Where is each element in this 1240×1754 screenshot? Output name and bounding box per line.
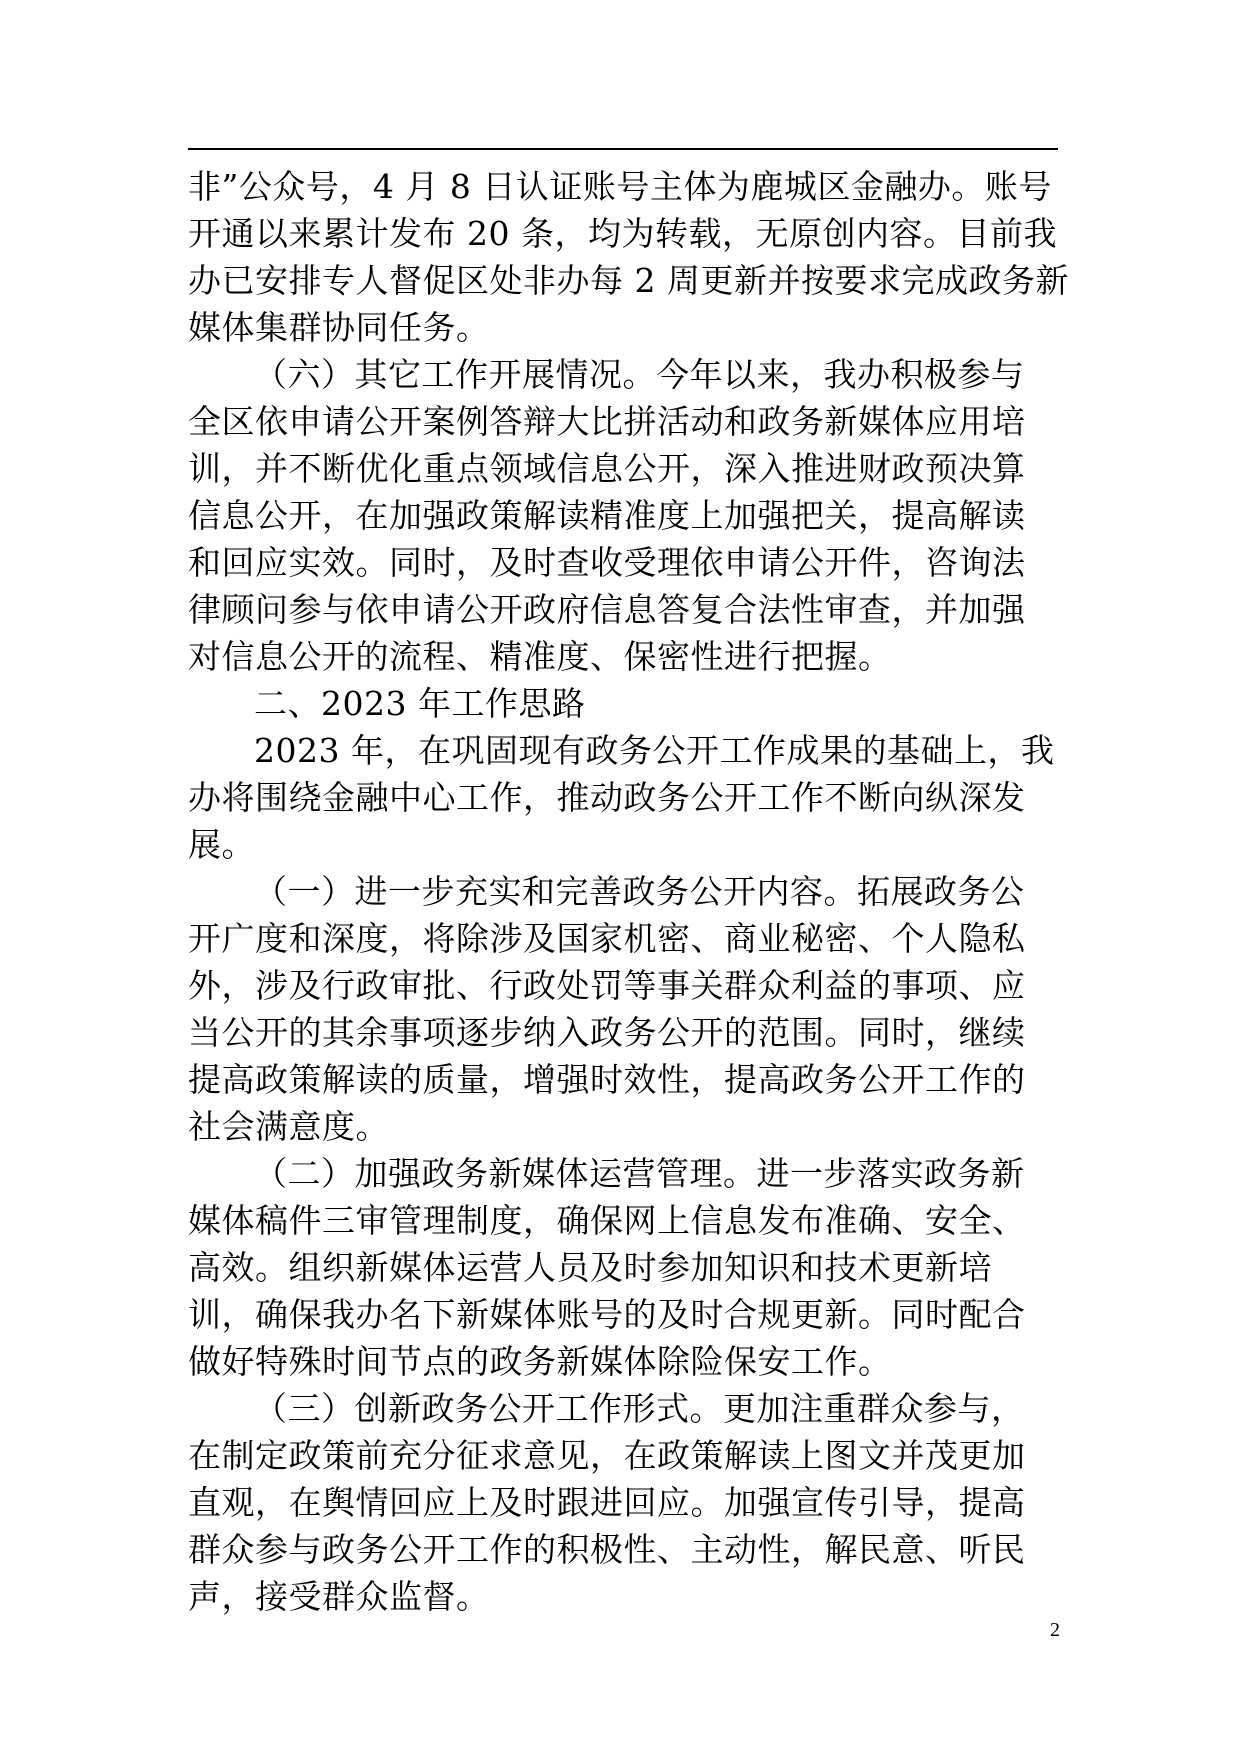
- section-heading: 二、2023 年工作思路: [254, 684, 586, 723]
- text-line: （二）加强政务新媒体运营管理。进一步落实政务新: [254, 1154, 1025, 1193]
- text-line: （三）创新政务公开工作形式。更加注重群众参与，: [254, 1389, 1025, 1428]
- text-line: 当公开的其余事项逐步纳入政务公开的范围。同时，继续: [188, 1013, 1026, 1052]
- text-line: 声，接受群众监督。: [188, 1577, 490, 1616]
- text-line: 提高政策解读的质量，增强时效性，提高政务公开工作的: [188, 1060, 1026, 1099]
- text-line: 媒体稿件三审管理制度，确保网上信息发布准确、安全、: [188, 1201, 1026, 1240]
- text-line: 全区依申请公开案例答辩大比拼活动和政务新媒体应用培: [188, 402, 1026, 441]
- text-line: 外，涉及行政审批、行政处罚等事关群众利益的事项、应: [188, 966, 1026, 1005]
- text-line: （一）进一步充实和完善政务公开内容。拓展政务公: [254, 872, 1025, 911]
- header-rule: [188, 148, 1058, 150]
- text-line: 开广度和深度，将除涉及国家机密、商业秘密、个人隐私: [188, 919, 1026, 958]
- text-line: 展。: [188, 825, 255, 864]
- text-line: 和回应实效。同时，及时查收受理依申请公开件，咨询法: [188, 543, 1026, 582]
- text-line: 社会满意度。: [188, 1107, 389, 1146]
- text-line: 开通以来累计发布 20 条，均为转载，无原创内容。目前我: [188, 214, 1057, 253]
- text-line: 训，确保我办名下新媒体账号的及时合规更新。同时配合: [188, 1295, 1026, 1334]
- document-body: [188, 163, 1088, 1620]
- text-line: 非”公众号，4 月 8 日认证账号主体为鹿城区金融办。账号: [188, 167, 1052, 206]
- text-line: 2023 年，在巩固现有政务公开工作成果的基础上，我: [254, 731, 1055, 770]
- text-line: 群众参与政务公开工作的积极性、主动性，解民意、听民: [188, 1530, 1026, 1569]
- page-number: 2: [1050, 1619, 1060, 1641]
- text-line: （六）其它工作开展情况。今年以来，我办积极参与: [254, 355, 1025, 394]
- text-line: 办将围绕金融中心工作，推动政务公开工作不断向纵深发: [188, 778, 1026, 817]
- text-line: 对信息公开的流程、精准度、保密性进行把握。: [188, 637, 892, 676]
- text-line: 办已安排专人督促区处非办每 2 周更新并按要求完成政务新: [188, 261, 1069, 300]
- text-line: 高效。组织新媒体运营人员及时参加知识和技术更新培: [188, 1248, 992, 1287]
- text-line: 在制定政策前充分征求意见，在政策解读上图文并茂更加: [188, 1436, 1026, 1475]
- text-line: 做好特殊时间节点的政务新媒体除险保安工作。: [188, 1342, 892, 1381]
- text-line: 媒体集群协同任务。: [188, 308, 490, 347]
- text-line: 律顾问参与依申请公开政府信息答复合法性审查，并加强: [188, 590, 1026, 629]
- text-line: 直观，在舆情回应上及时跟进回应。加强宣传引导，提高: [188, 1483, 1026, 1522]
- text-line: 训，并不断优化重点领域信息公开，深入推进财政预决算: [188, 449, 1026, 488]
- text-line: 信息公开，在加强政策解读精准度上加强把关，提高解读: [188, 496, 1026, 535]
